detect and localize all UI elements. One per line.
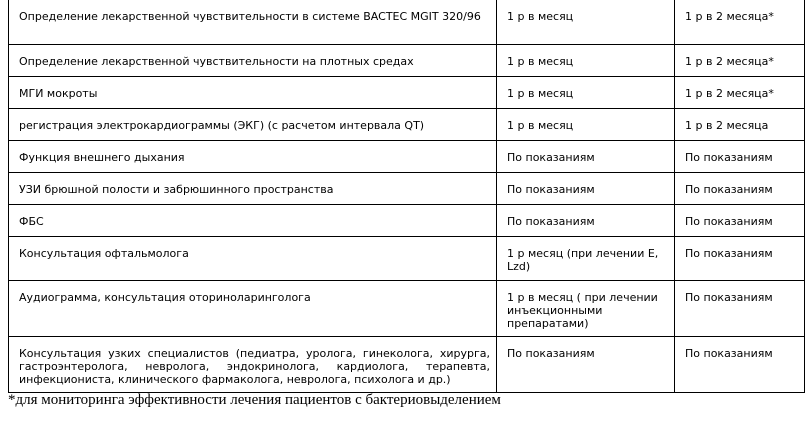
table-row bbox=[9, 108, 805, 140]
table-row bbox=[9, 236, 805, 280]
procedure-cell: Аудиограмма, консультация оториноларинголога bbox=[9, 280, 497, 336]
continuation-phase-cell: 1 р в 2 месяца* bbox=[675, 76, 805, 108]
procedure-cell: Определение лекарственной чувствительности в системе BACTEC MGIT 320/96 bbox=[9, 0, 497, 44]
intensive-phase-cell: 1 р в месяц ( при лечении инъекционными препаратами) bbox=[497, 280, 675, 336]
intensive-phase-cell: По показаниям bbox=[497, 336, 675, 392]
intensive-phase-cell: По показаниям bbox=[497, 204, 675, 236]
procedure-cell: Функция внешнего дыхания bbox=[9, 140, 497, 172]
procedure-cell: ФБС bbox=[9, 204, 497, 236]
intensive-phase-cell: 1 р в месяц bbox=[497, 76, 675, 108]
continuation-phase-cell: По показаниям bbox=[675, 172, 805, 204]
procedure-cell: Консультация офтальмолога bbox=[9, 236, 497, 280]
intensive-phase-cell: По показаниям bbox=[497, 140, 675, 172]
procedure-cell: УЗИ брюшной полости и забрюшинного пространства bbox=[9, 172, 497, 204]
intensive-phase-cell: 1 р в месяц bbox=[497, 108, 675, 140]
continuation-phase-cell: По показаниям bbox=[675, 204, 805, 236]
continuation-phase-cell: 1 р в 2 месяца* bbox=[675, 44, 805, 76]
procedure-cell: регистрация электрокардиограммы (ЭКГ) (с расчетом интервала QT) bbox=[9, 108, 497, 140]
procedure-cell: Консультация узких специалистов (педиатра, уролога, гинеколога, хирурга, гастроэнтеролога, невролога, эндокринолога, кардиолога, терапевта, инфекциониста, клинического фармаколога, невролога, психолога и др.) bbox=[9, 336, 497, 392]
table-row bbox=[9, 336, 805, 392]
continuation-phase-cell: По показаниям bbox=[675, 140, 805, 172]
table-row bbox=[9, 44, 805, 76]
continuation-phase-cell: По показаниям bbox=[675, 236, 805, 280]
table-row bbox=[9, 204, 805, 236]
monitoring-table bbox=[8, 0, 805, 393]
procedure-cell: Определение лекарственной чувствительности на плотных средах bbox=[9, 44, 497, 76]
continuation-phase-cell: По показаниям bbox=[675, 336, 805, 392]
table-row bbox=[9, 0, 805, 44]
footnote: *для мониторинга эффективности лечения пациентов с бактериовыделением bbox=[8, 392, 501, 408]
table-row bbox=[9, 140, 805, 172]
procedure-cell: МГИ мокроты bbox=[9, 76, 497, 108]
continuation-phase-cell: 1 р в 2 месяца* bbox=[675, 0, 805, 44]
intensive-phase-cell: По показаниям bbox=[497, 172, 675, 204]
table-row bbox=[9, 280, 805, 336]
intensive-phase-cell: 1 р месяц (при лечении E, Lzd) bbox=[497, 236, 675, 280]
intensive-phase-cell: 1 р в месяц bbox=[497, 0, 675, 44]
table-row bbox=[9, 172, 805, 204]
intensive-phase-cell: 1 р в месяц bbox=[497, 44, 675, 76]
continuation-phase-cell: 1 р в 2 месяца bbox=[675, 108, 805, 140]
continuation-phase-cell: По показаниям bbox=[675, 280, 805, 336]
table-row bbox=[9, 76, 805, 108]
